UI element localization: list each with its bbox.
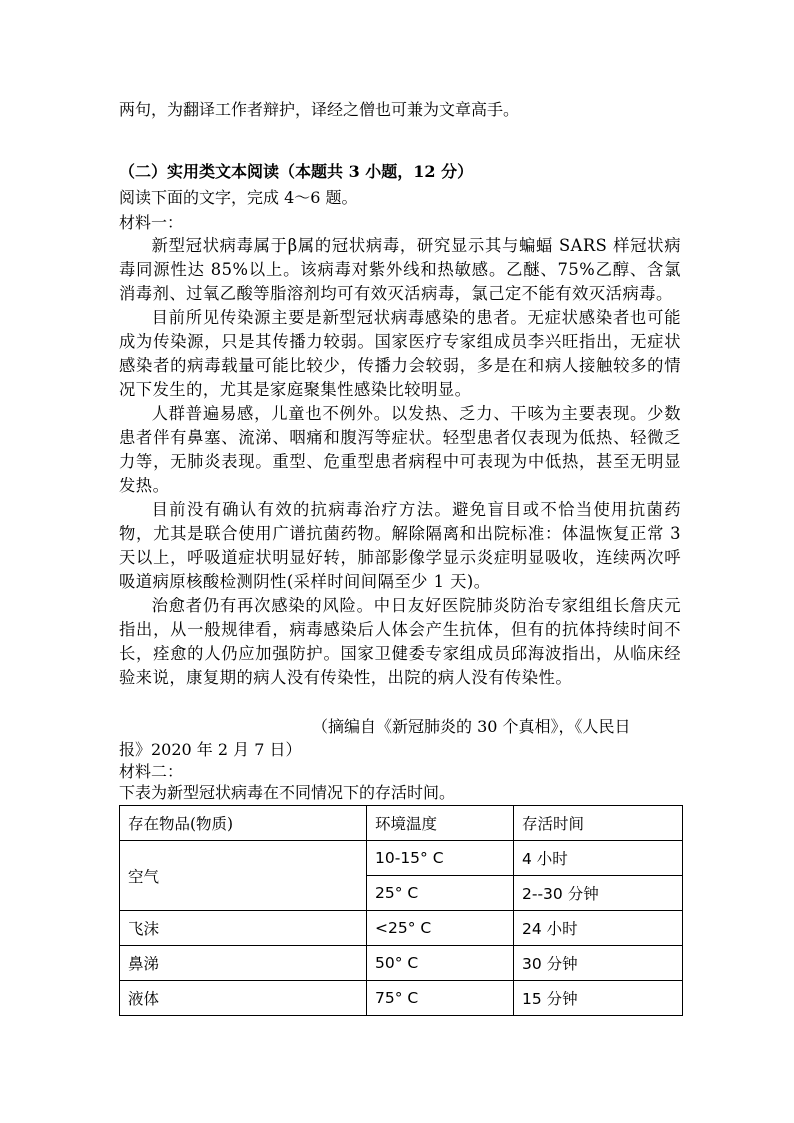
table-cell-temp: 50° C [367,946,514,981]
instruction-text: 阅读下面的文字，完成 4～6 题。 [119,188,358,207]
table-row [120,841,683,876]
table-cell-item: 飞沫 [120,911,367,946]
material1-body [119,234,681,690]
table-header-cell: 存在物品(物质) [120,806,367,841]
table-cell-time: 4 小时 [514,841,683,876]
table-header-cell: 存活时间 [514,806,683,841]
material1-paragraph: 人群普遍易感，儿童也不例外。以发热、乏力、干咳为主要表现。少数患者伴有鼻塞、流涕、咽痛和腹泻等症状。轻型患者仅表现为低热、轻微乏力等，无肺炎表现。重型、危重型患者病程中可表现为中低热，甚至无明显发热。 [119,404,681,495]
table-cell-temp: <25° C [367,911,514,946]
table-cell-time: 2--30 分钟 [514,876,683,911]
material2-caption: 下表为新型冠状病毒在不同情况下的存活时间。 [119,783,456,802]
material2-label: 材料二： [119,762,184,781]
material1-paragraph: 新型冠状病毒属于β属的冠状病毒，研究显示其与蝙蝠 SARS 样冠状病毒同源性达 85%以上。该病毒对紫外线和热敏感。乙醚、75%乙醇、含氯消毒剂、过氧乙酸等脂溶剂均可有效灭活病毒，氯己定不能有效灭活病毒。 [119,236,681,303]
table-cell-temp: 10-15° C [367,841,514,876]
table-cell-temp: 25° C [367,876,514,911]
table-cell-time: 30 分钟 [514,946,683,981]
material1-label: 材料一： [119,213,184,232]
source-citation-line2: 报》2020 年 2 月 7 日） [119,740,302,759]
table-cell-item: 液体 [120,981,367,1016]
table-header-row [120,806,683,841]
table-header-cell: 环境温度 [367,806,514,841]
table-row [120,981,683,1016]
material1-paragraph: 治愈者仍有再次感染的风险。中日友好医院肺炎防治专家组组长詹庆元指出，从一般规律看，病毒感染后人体会产生抗体，但有的抗体持续时间不长，痊愈的人仍应加强防护。国家卫健委专家组成员邱海波指出，从临床经验来说，康复期的病人没有传染性，出院的病人没有传染性。 [119,596,681,687]
table-row [120,946,683,981]
survival-time-table [119,805,683,1016]
table-cell-temp: 75° C [367,981,514,1016]
intro-line: 两句，为翻译工作者辩护，译经之僧也可兼为文章高手。 [119,100,520,119]
table-cell-time: 24 小时 [514,911,683,946]
source-citation-line1: （摘编自《新冠肺炎的 30 个真相》，《人民日 [312,717,631,736]
material1-paragraph: 目前没有确认有效的抗病毒治疗方法。避免盲目或不恰当使用抗菌药物，尤其是联合使用广谱抗菌药物。解除隔离和出院标准：体温恢复正常 3 天以上，呼吸道症状明显好转，肺部影像学显示炎症明显吸收，连续两次呼吸道病原核酸检测阴性(采样时间间隔至少 1 天)。 [119,500,681,591]
material1-paragraph: 目前所见传染源主要是新型冠状病毒感染的患者。无症状感染者也可能成为传染源，只是其传播力较弱。国家医疗专家组成员李兴旺指出，无症状感染者的病毒载量可能比较少，传播力会较弱，多是在和病人接触较多的情况下发生的，尤其是家庭聚集性感染比较明显。 [119,308,681,399]
table-cell-item: 空气 [120,841,367,911]
section-heading: （二）实用类文本阅读（本题共 3 小题，12 分） [119,162,474,181]
table-row [120,911,683,946]
table-cell-item: 鼻涕 [120,946,367,981]
table-cell-time: 15 分钟 [514,981,683,1016]
